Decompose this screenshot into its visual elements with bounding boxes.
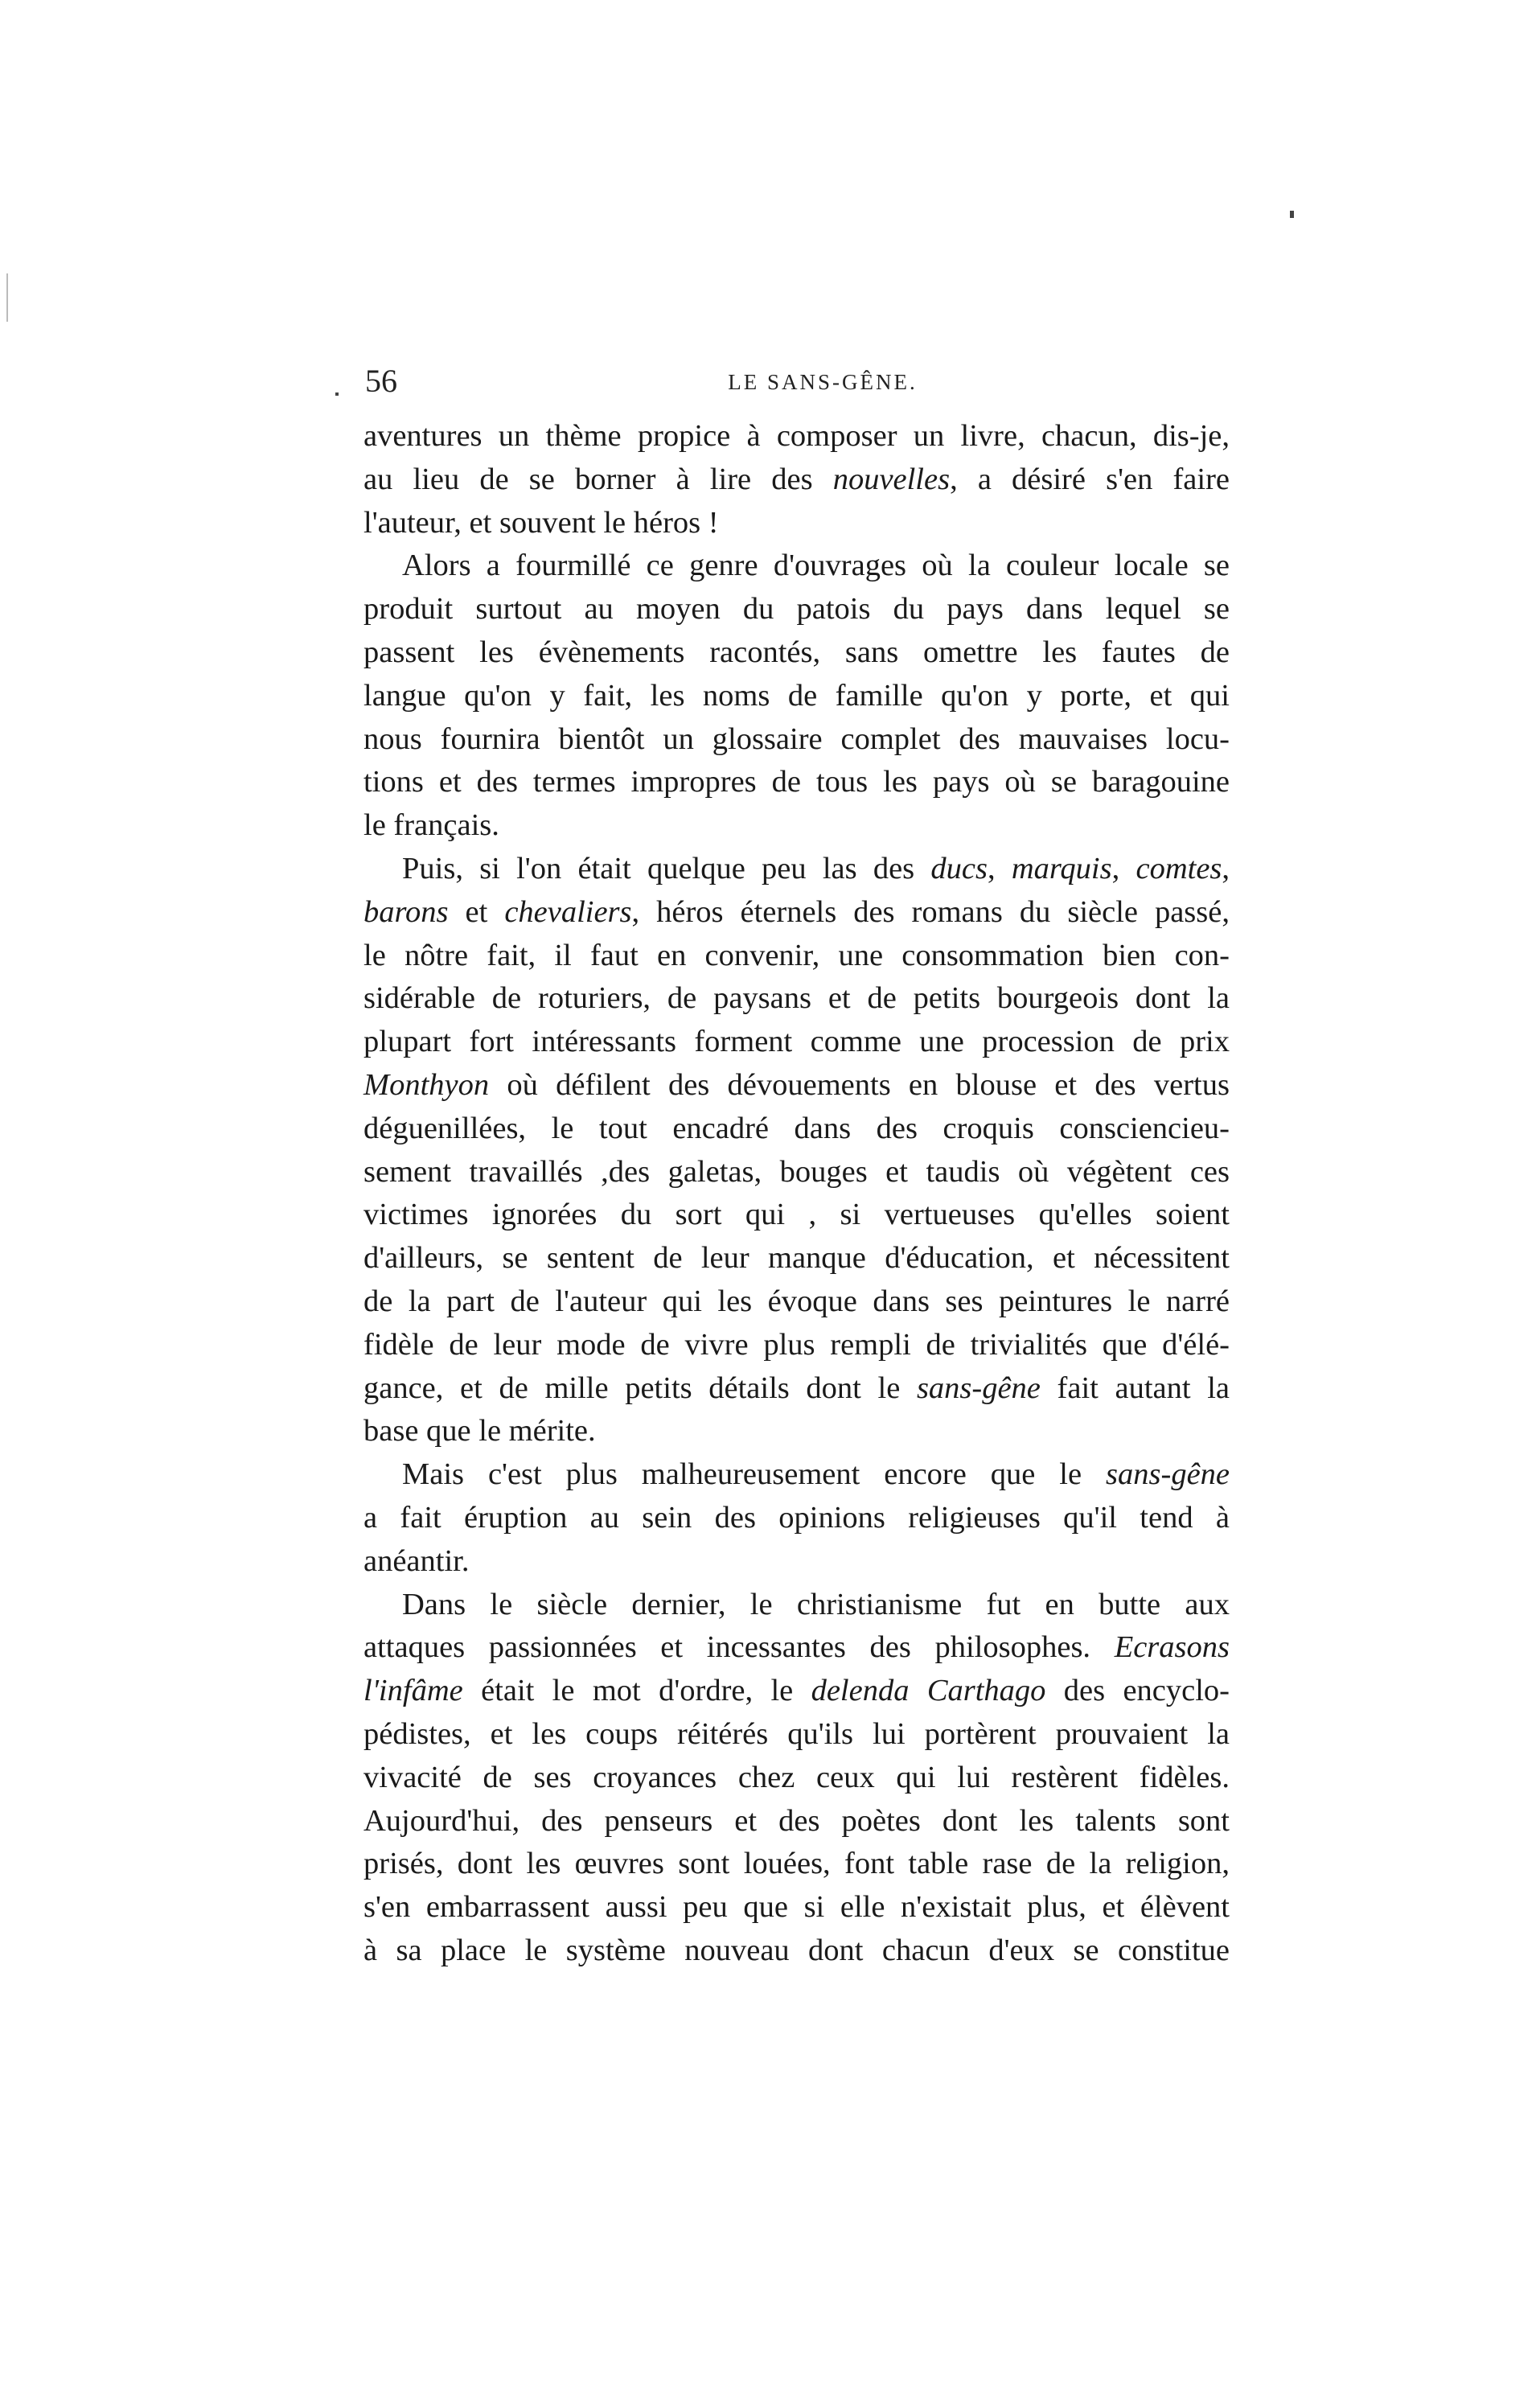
text-line: langue qu'on y fait, les noms de famille qu'on y porte, et qui (363, 678, 1230, 713)
paragraph (363, 415, 1230, 544)
text-line: tions et des termes impropres de tous les pays où se baragouine (363, 765, 1230, 799)
text-line: plupart fort intéressants forment comme une procession de prix (363, 1025, 1230, 1059)
text-line: produit surtout au moyen du patois du pays dans lequel se (363, 592, 1230, 627)
text-line: base que le mérite. (363, 1414, 596, 1448)
text-line: Monthyon où défilent des dévouements en blouse et des vertus (363, 1067, 1230, 1102)
text-line: Alors a fourmillé ce genre d'ouvrages où la couleur locale se (402, 549, 1230, 583)
paragraph (363, 1453, 1230, 1583)
text-line: s'en embarrassent aussi peu que si elle n'existait plus, et élèvent (363, 1890, 1230, 1925)
text-line: au lieu de se borner à lire des nouvelles, a désiré s'en faire (363, 462, 1230, 496)
text-line: l'auteur, et souvent le héros ! (363, 505, 719, 540)
scan-speck (335, 392, 339, 396)
text-line: Puis, si l'on était quelque peu las des ducs, marquis, comtes, (402, 851, 1230, 886)
text-line: a fait éruption au sein des opinions religieuses qu'il tend à (363, 1500, 1230, 1535)
text-line: fidèle de leur mode de vivre plus rempli de trivialités que d'élé- (363, 1327, 1230, 1362)
text-line: l'infâme était le mot d'ordre, le delenda Carthago des encyclo- (363, 1674, 1230, 1708)
text-line: Dans le siècle dernier, le christianisme fut en butte aux (402, 1587, 1230, 1621)
paragraph (363, 848, 1230, 1453)
running-title: LE SANS-GÊNE. (728, 370, 918, 394)
text-line: de la part de l'auteur qui les évoque dans ses peintures le narré (363, 1284, 1230, 1318)
paragraph (363, 544, 1230, 848)
paragraph (363, 1584, 1230, 1973)
text-line: sement travaillés ,des galetas, bouges et taudis où végètent ces (363, 1154, 1230, 1189)
text-line: déguenillées, le tout encadré dans des croquis consciencieu- (363, 1111, 1230, 1145)
text-line: à sa place le système nouveau dont chacun d'eux se constitue (363, 1933, 1230, 1967)
text-line: victimes ignorées du sort qui , si vertueuses qu'elles soient (363, 1198, 1230, 1232)
text-line: anéantir. (363, 1543, 470, 1578)
text-line: aventures un thème propice à composer un livre, chacun, dis-je, (363, 419, 1230, 453)
text-line: vivacité de ses croyances chez ceux qui lui restèrent fidèles. (363, 1760, 1230, 1794)
scan-speck (1290, 211, 1294, 218)
text-line: prisés, dont les œuvres sont louées, font table rase de la religion, (363, 1847, 1230, 1881)
text-line: sidérable de roturiers, de paysans et de petits bourgeois dont la (363, 981, 1230, 1016)
text-line: attaques passionnées et incessantes des philosophes. Ecrasons (363, 1630, 1230, 1665)
text-line: pédistes, et les coups réitérés qu'ils lui portèrent prouvaient la (363, 1716, 1230, 1751)
text-line: le français. (363, 808, 499, 843)
text-line: d'ailleurs, se sentent de leur manque d'éducation, et nécessitent (363, 1241, 1230, 1276)
text-line: le nôtre fait, il faut en convenir, une consommation bien con- (363, 938, 1230, 972)
text-line: nous fournira bientôt un glossaire complet des mauvaises locu- (363, 721, 1230, 756)
scan-edge-mark (6, 273, 8, 322)
text-line: passent les évènements racontés, sans omettre les fautes de (363, 635, 1230, 669)
page-header (360, 360, 1229, 409)
text-line: gance, et de mille petits détails dont le sans-gêne fait autant la (363, 1370, 1230, 1405)
body-text (363, 415, 1230, 1973)
text-line: Aujourd'hui, des penseurs et des poètes dont les talents sont (363, 1803, 1230, 1838)
page-number: 56 (365, 363, 397, 399)
text-line: Mais c'est plus malheureusement encore que le sans-gêne (402, 1457, 1230, 1492)
text-line: barons et chevaliers, héros éternels des romans du siècle passé, (363, 894, 1230, 929)
